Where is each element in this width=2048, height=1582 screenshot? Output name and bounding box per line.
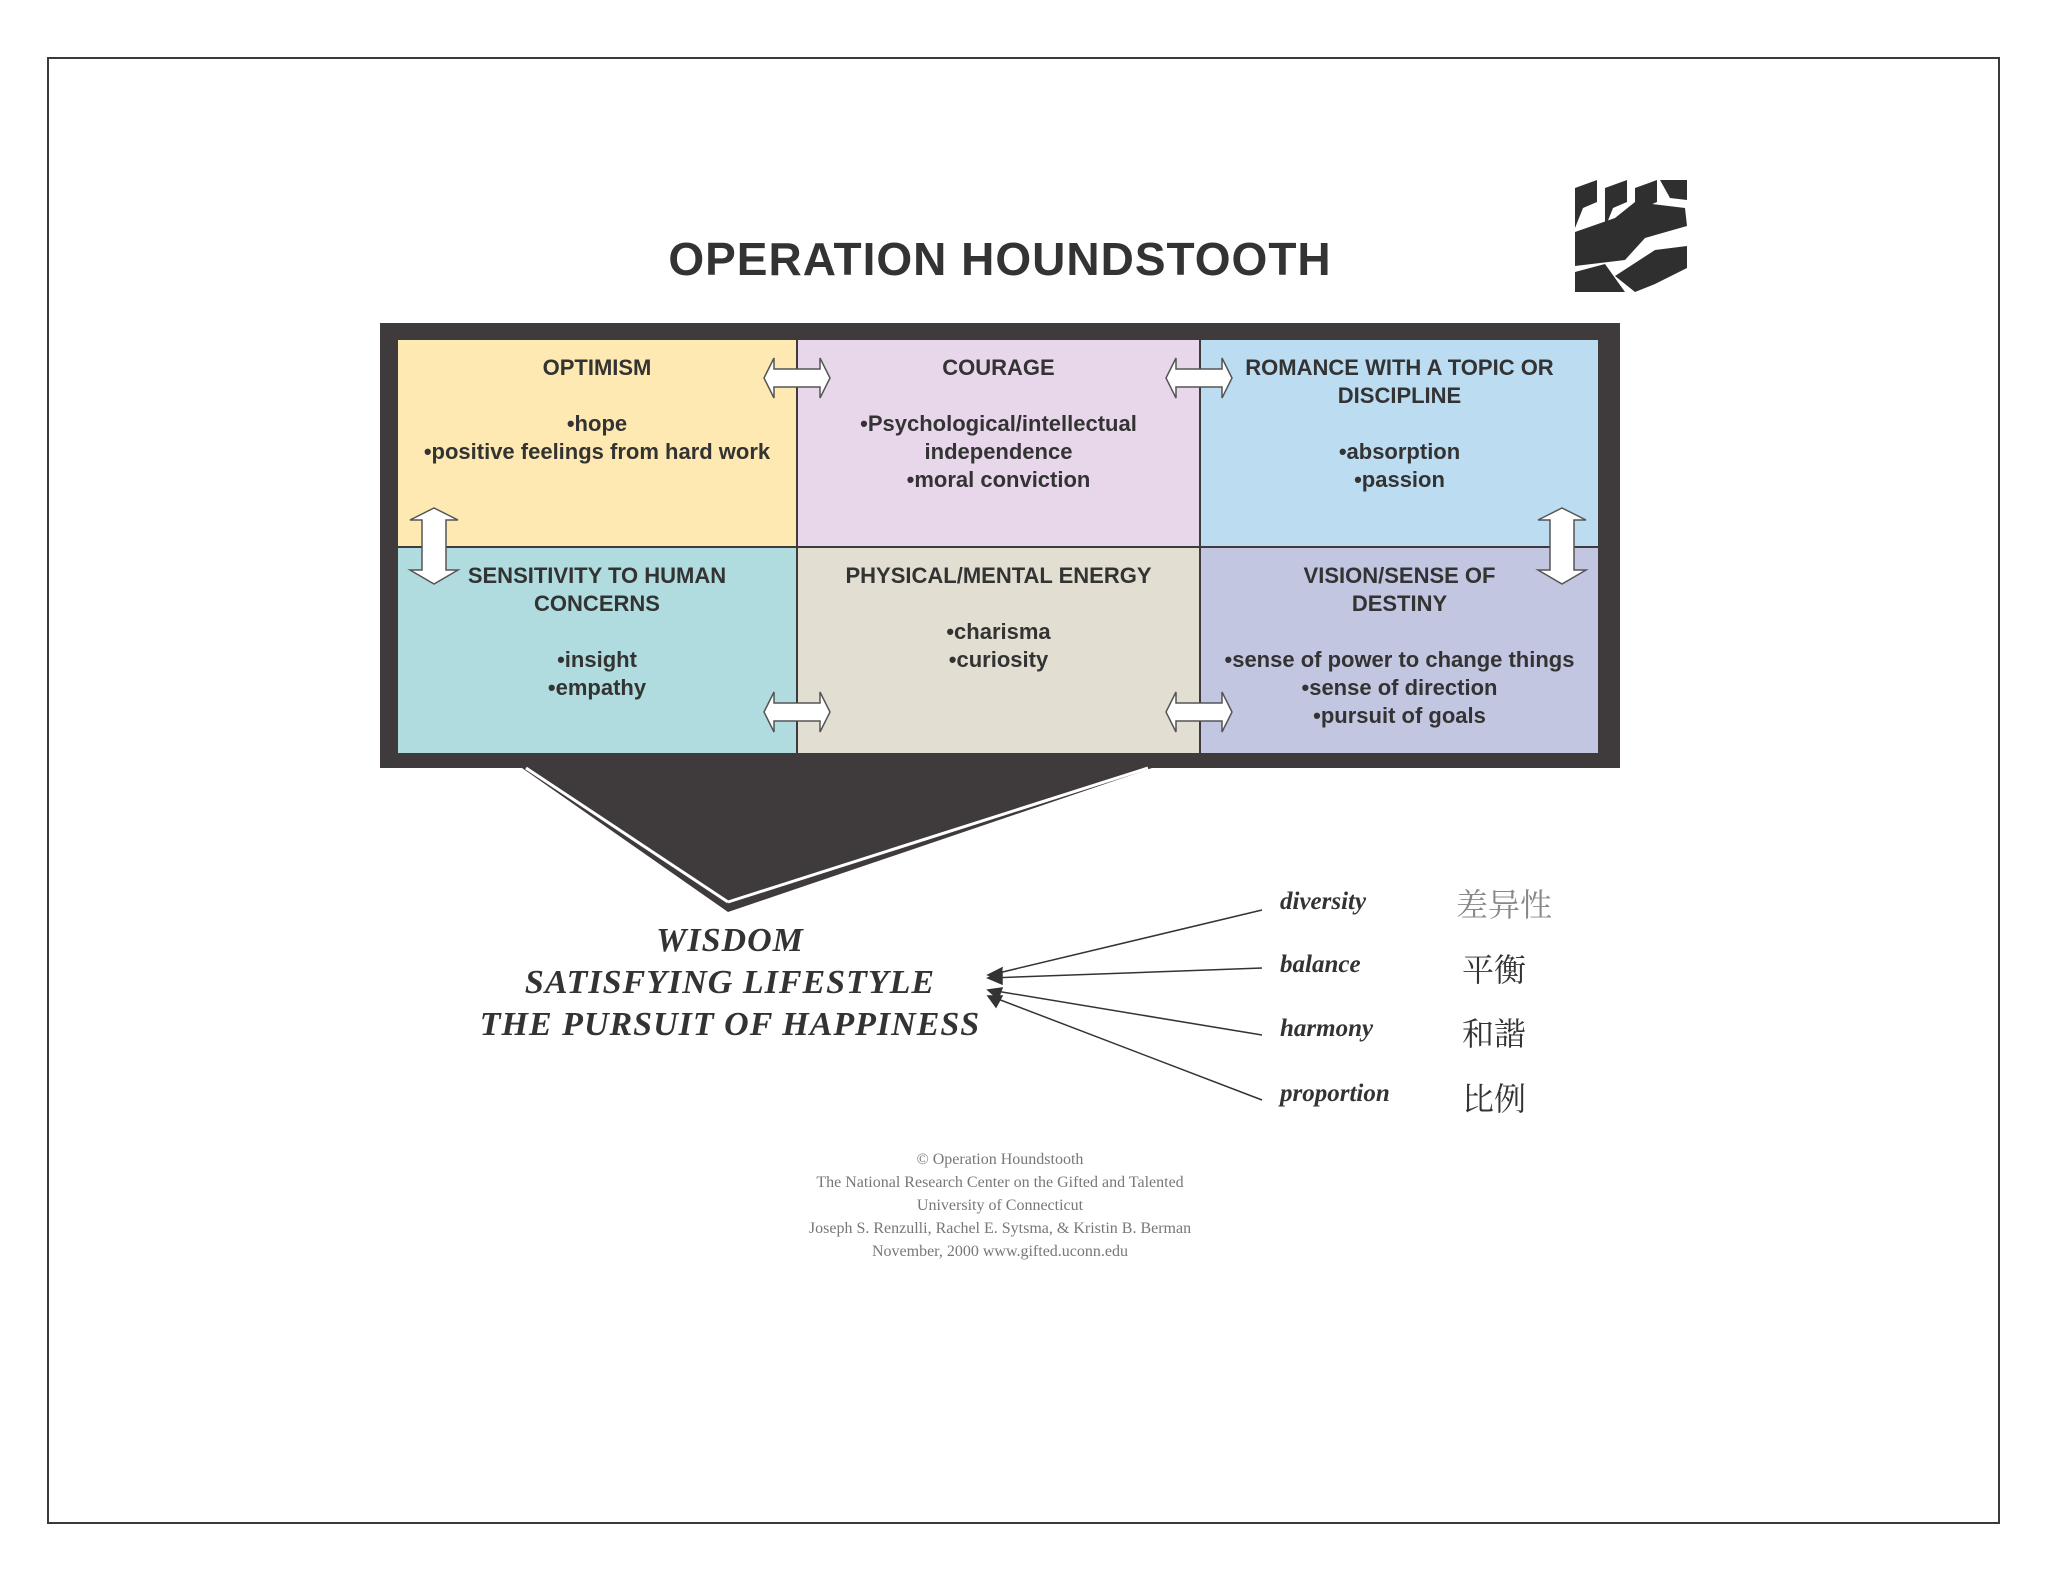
- cell-romance: [1201, 340, 1598, 546]
- cell-bullet: •hope: [566, 411, 628, 436]
- cell-bullet: independence: [924, 439, 1073, 464]
- page-title: OPERATION HOUNDSTOOTH: [668, 233, 1332, 285]
- quality-word: harmony: [1280, 1015, 1374, 1042]
- cell-bullet: •Psychological/intellectual: [860, 411, 1137, 436]
- quality-word: balance: [1280, 951, 1361, 978]
- cell-optimism: [398, 340, 796, 546]
- quality-word: diversity: [1280, 888, 1367, 915]
- credit-line: November, 2000 www.gifted.uconn.edu: [871, 1243, 1129, 1260]
- cell-sensitivity: [398, 548, 796, 753]
- quality-cjk: 比例: [1462, 1080, 1527, 1118]
- cell-bullet: •pursuit of goals: [1313, 703, 1486, 728]
- credit-line: © Operation Houndstooth: [916, 1151, 1084, 1168]
- cell-bullet: •positive feelings from hard work: [423, 439, 771, 464]
- quality-cjk: 差异性: [1456, 886, 1553, 924]
- cell-heading: SENSITIVITY TO HUMAN CONCERNS: [467, 563, 727, 616]
- cell-bullet: •moral conviction: [906, 467, 1091, 492]
- outcome-text: SATISFYING LIFESTYLE: [524, 964, 936, 1001]
- cell-heading: ROMANCE WITH A TOPIC OR DISCIPLINE: [1245, 355, 1554, 408]
- cell-heading: COURAGE: [942, 355, 1055, 380]
- credit-line: University of Connecticut: [916, 1197, 1084, 1214]
- cell-bullet: •sense of direction: [1301, 675, 1498, 700]
- cell-bullet: •insight: [557, 647, 637, 672]
- houndstooth-pattern-icon: [1575, 180, 1690, 292]
- cell-heading: PHYSICAL/MENTAL ENERGY: [845, 563, 1152, 588]
- cell-heading: VISION/SENSE OF DESTINY: [1303, 563, 1496, 616]
- cell-bullet: •absorption: [1338, 439, 1461, 464]
- cell-energy: [798, 548, 1199, 753]
- outcome-text: THE PURSUIT OF HAPPINESS: [479, 1006, 981, 1043]
- credit-line: Joseph S. Renzulli, Rachel E. Sytsma, & Kristin B. Berman: [808, 1220, 1192, 1237]
- quality-cjk: 和諧: [1462, 1015, 1527, 1053]
- cell-heading: OPTIMISM: [542, 355, 652, 380]
- cell-courage: [798, 340, 1199, 546]
- quality-word: proportion: [1280, 1080, 1390, 1107]
- cell-bullet: •charisma: [946, 619, 1051, 644]
- cell-bullet: •curiosity: [948, 647, 1049, 672]
- outcome-text: WISDOM: [656, 922, 804, 959]
- cell-bullet: •passion: [1354, 467, 1445, 492]
- quality-cjk: 平衡: [1462, 951, 1527, 989]
- credits-block: [690, 1148, 1310, 1263]
- cell-bullet: •empathy: [547, 675, 647, 700]
- outcomes-block: [430, 920, 1030, 1046]
- cell-bullet: •sense of power to change things: [1224, 647, 1575, 672]
- credit-line: The National Research Center on the Gifted and Talented: [816, 1174, 1184, 1191]
- cell-vision: [1201, 548, 1598, 753]
